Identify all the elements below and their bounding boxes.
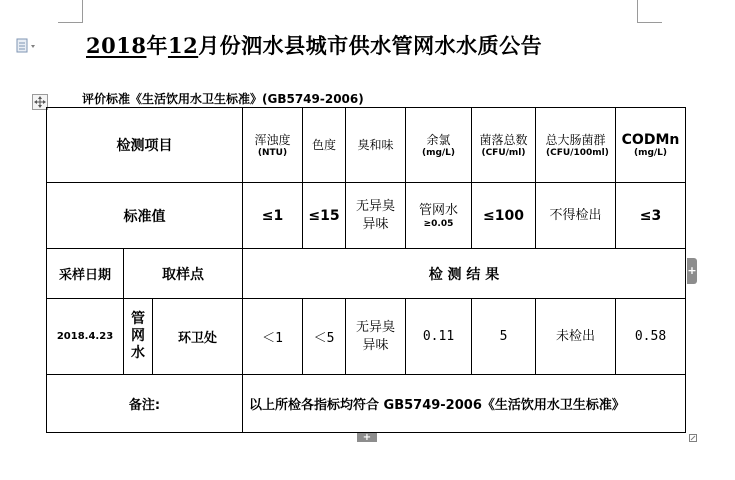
title-rest: 月份泗水县城市供水管网水水质公告 [198, 33, 543, 58]
standard-cod: ≤3 [616, 183, 686, 249]
header-turbidity [243, 108, 303, 183]
remark-text: 以上所检各指标均符合 GB5749-2006《生活饮用水卫生标准》 [243, 375, 686, 433]
results-header-row [47, 249, 686, 299]
table-header-row [47, 108, 686, 183]
network-char: 管 [131, 311, 145, 327]
header-cod-unit: (mg/L) [633, 148, 668, 158]
header-coliform-unit: (CFU/100ml) [546, 148, 609, 158]
remark-row [47, 375, 686, 433]
header-chlorine [406, 108, 472, 183]
standard-label: 标准值 [47, 183, 243, 249]
standard-odor: 无异臭异味 [346, 183, 406, 249]
result-date: 2018.4.23 [47, 299, 124, 375]
title-year-suffix: 年 [146, 33, 168, 58]
standard-chlorine-line1: 管网水 [418, 202, 458, 218]
result-point: 环卫处 [153, 299, 243, 375]
header-coliform [536, 108, 616, 183]
title-month: 12 [167, 33, 199, 58]
standard-color: ≤15 [303, 183, 346, 249]
header-chlorine-unit: (mg/L) [421, 148, 456, 158]
add-row-button[interactable]: + [357, 433, 377, 442]
result-network-type [124, 299, 153, 375]
date-header: 采样日期 [47, 249, 124, 299]
point-header: 取样点 [124, 249, 243, 299]
header-odor: 臭和味 [346, 108, 406, 183]
table-resize-handle-icon[interactable] [689, 434, 697, 442]
result-odor: 无异臭异味 [346, 299, 406, 375]
results-header: 检 测 结 果 [243, 249, 686, 299]
result-coliform: 未检出 [536, 299, 616, 375]
header-item: 检测项目 [47, 108, 243, 183]
result-colony: 5 [472, 299, 536, 375]
header-cod-label: CODMn [621, 132, 680, 148]
standard-turbidity: ≤1 [243, 183, 303, 249]
header-coliform-label: 总大肠菌群 [545, 133, 606, 147]
result-cod: 0.58 [616, 299, 686, 375]
paragraph-options-icon[interactable] [16, 38, 38, 54]
standard-row [47, 183, 686, 249]
remark-label: 备注: [47, 375, 243, 433]
header-chlorine-label: 余氯 [426, 133, 451, 147]
header-turbidity-unit: (NTU) [257, 148, 288, 158]
result-chlorine: 0.11 [406, 299, 472, 375]
evaluation-standard: 评价标准《生活饮用水卫生标准》(GB5749-2006) [82, 92, 364, 106]
margin-corner-top-right [637, 0, 662, 23]
header-color: 色度 [303, 108, 346, 183]
header-colony [472, 108, 536, 183]
standard-coliform: 不得检出 [536, 183, 616, 249]
document-title [86, 30, 542, 60]
add-column-button[interactable]: + [687, 258, 697, 284]
result-color: ＜5 [303, 299, 346, 375]
result-turbidity: ＜1 [243, 299, 303, 375]
header-cod [616, 108, 686, 183]
header-colony-unit: (CFU/ml) [481, 148, 526, 158]
standard-chlorine-line2: ≥0.05 [423, 218, 454, 229]
network-char: 网 [131, 328, 145, 344]
title-year: 2018 [86, 33, 147, 58]
header-colony-label: 菌落总数 [479, 133, 528, 147]
result-row [47, 299, 686, 375]
standard-colony: ≤100 [472, 183, 536, 249]
network-char: 水 [131, 345, 145, 361]
header-turbidity-label: 浑浊度 [254, 133, 291, 147]
standard-chlorine [406, 183, 472, 249]
water-quality-table [46, 107, 686, 433]
margin-corner-top-left [58, 0, 83, 23]
